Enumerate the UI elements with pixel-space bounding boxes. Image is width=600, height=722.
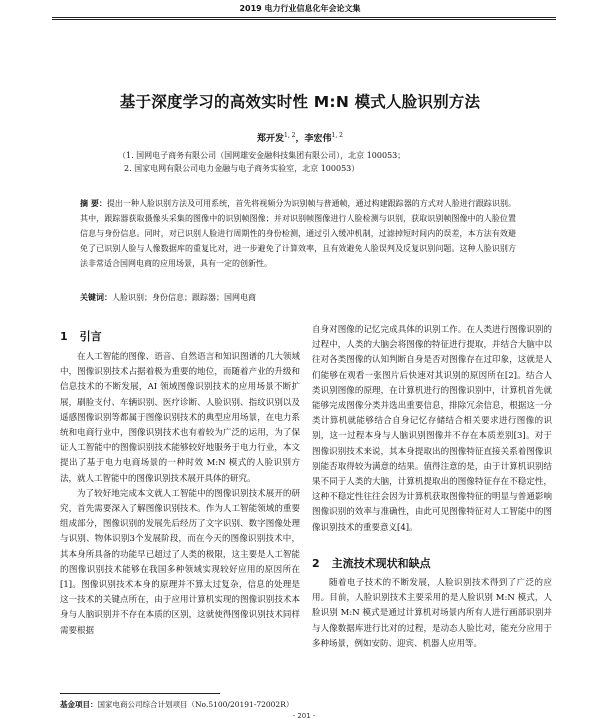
paragraph: 在人工智能的图像、语音、自然语言和知识图谱的几大领域中，图像识别技术占据着极为重要的地位，而随着产业的升级和信息技术的不断发展，AI 领域图像识别技术的应用场景不断扩展，刷脸支付、车辆识别、医疗诊断、人脸识别、指纹识别以及遥感图像识别等都属于图像识别技术的典型应用场景，在电力系统和电商行业中，图像识别技术也有着较为广泛的运用，为了保证人工智能中的图像识别技术能够较好地服务于电力行业，本文提出了基于电力电商场景的一种时效 M:N 模式的人脸识别方法，就人工智能中的图像识别技术展开具体的研究。 bbox=[60, 352, 300, 484]
author-line bbox=[0, 131, 600, 144]
author-name: 李宏伟 bbox=[304, 134, 332, 144]
footnote-text: 国家电商公司综合计划项目（No.5100/20191-72002R） bbox=[97, 700, 294, 709]
section-title: 主流技术现状和缺点 bbox=[331, 557, 431, 570]
keywords-label: 关键词： bbox=[80, 293, 112, 302]
header-rule-thin bbox=[52, 19, 556, 20]
footnote-label: 基金项目： bbox=[60, 700, 98, 709]
section-title: 引言 bbox=[79, 330, 102, 343]
author-name: 郑开发 bbox=[257, 134, 285, 144]
abstract-text: 提出一种人脸识别方法及可用系统，首先将视频分为识别帧与普通帧，通过构建跟踪器的方式对人脸进行跟踪识别。其中，跟踪器获取摄像头采集的图像中的识别帧图像；并对识别帧图像进行人脸检测与识别，获取识别帧图像中的人脸位置信息与身份信息。同时，对已识别人脸进行周期性的身份检测，通过引入缓冲机制，过滤掉短时间内的误差，本方法有效避免了已识别人脸与人像数据库的重复比对，进一步避免了计算效率，且有效避免人脸误判及反复识别问题。这种人脸识别方法非常适合国网电商的应用场景，具有一定的创新性。 bbox=[80, 199, 516, 268]
abstract bbox=[80, 196, 516, 271]
section-number: 1 bbox=[60, 330, 68, 343]
paper-title: 基于深度学习的高效实时性 M:N 模式人脸识别方法 bbox=[119, 93, 481, 111]
header-rule bbox=[52, 17, 556, 18]
right-column bbox=[312, 323, 552, 536]
affiliation-1: （1. 国网电子商务有限公司（国网雄安金融科技集团有限公司），北京 100053； bbox=[118, 151, 406, 160]
abstract-label: 摘 要： bbox=[80, 199, 107, 208]
paragraph: 随着电子技术的不断发展，人脸识别技术得到了广泛的应用。目前，人脸识别技术主要采用的是人脸识别 M:N 模式，人脸识别 M:N 模式是通过计算机对场景内所有人进行画部识别并与人像数据库进行比对的过程，是动态人脸比对，能充分应用于多种场景，例如安防、迎宾、机器人应用等。 bbox=[312, 578, 552, 649]
author-separator: ， bbox=[295, 134, 305, 144]
footnote bbox=[60, 699, 560, 710]
affiliation-2: 2. 国家电网有限公司电力金融与电子商务实验室，北京 100053） bbox=[124, 164, 360, 173]
footnote-rule bbox=[60, 693, 220, 694]
running-head: 2019 电力行业信息化年会论文集 bbox=[239, 4, 361, 13]
section-2-heading bbox=[312, 555, 431, 571]
section-1-heading bbox=[60, 328, 102, 344]
page-number: - 201 - bbox=[292, 712, 316, 720]
keywords bbox=[80, 292, 516, 304]
section-number: 2 bbox=[312, 557, 320, 570]
author-marks: 1, 2 bbox=[331, 132, 343, 139]
right-column-section-2 bbox=[312, 576, 552, 652]
left-column bbox=[60, 350, 300, 639]
paragraph: 自身对图像的记忆完成具体的识别工作。在人类进行图像识别的过程中，人类的大脑会将图像的特征进行提取，并结合大脑中以往对各类图像的认知判断自身是否对图像存在过印象，这就是人们能够在观看一张图片后快速对其识别的原因所在[2]。结合人类识别图像的原理，在计算机进行的图像识别中，计算机首先就能够完成图像分类并选出重要信息，排除冗余信息，根据这一分类计算机就能够结合自身记忆存储结合相关要求进行图像的识别，这一过程本身与人脑识别图像并不存在本质差别[3]。对于图像识别技术来说，其本身提取出的图像特征直接关系着图像识别能否取得较为满意的结果。值得注意的是，由于计算机识别结果不同于人类的大脑，计算机提取出的图像特征存在不稳定性，这种不稳定性往往会因为计算机获取图像特征的明显与普通影响图像识别的效率与准确性，由此可见图像特征对人工智能中的图像识别技术的重要意义[4]。 bbox=[312, 325, 552, 533]
author-marks: 1, 2 bbox=[284, 132, 296, 139]
paragraph: 为了较好地完成本文就人工智能中的图像识别技术展开的研究，首先需要深入了解图像识别技术。作为人工智能领域的重要组成部分，图像识别的发展先后经历了文字识别、数字图像处理与识别、物体识别3个发展阶段，而在今天的图像识别技术中，其本身所具备的功能早已超过了人类的极限，这主要是人工智能的图像识别技术能够在我国多种领域实现较好应用的原因所在[1]。图像识别技术本身的原理并不算太过复杂，信息的处理是这一技术的关键点所在，由于应用计算机实现的图像识别技术本身与人脑识别并不存在本质的区别，这就使得图像识别技术同样需要根据 bbox=[60, 488, 300, 636]
keywords-text: 人脸识别；身份信息；跟踪器；国网电商 bbox=[112, 293, 256, 302]
